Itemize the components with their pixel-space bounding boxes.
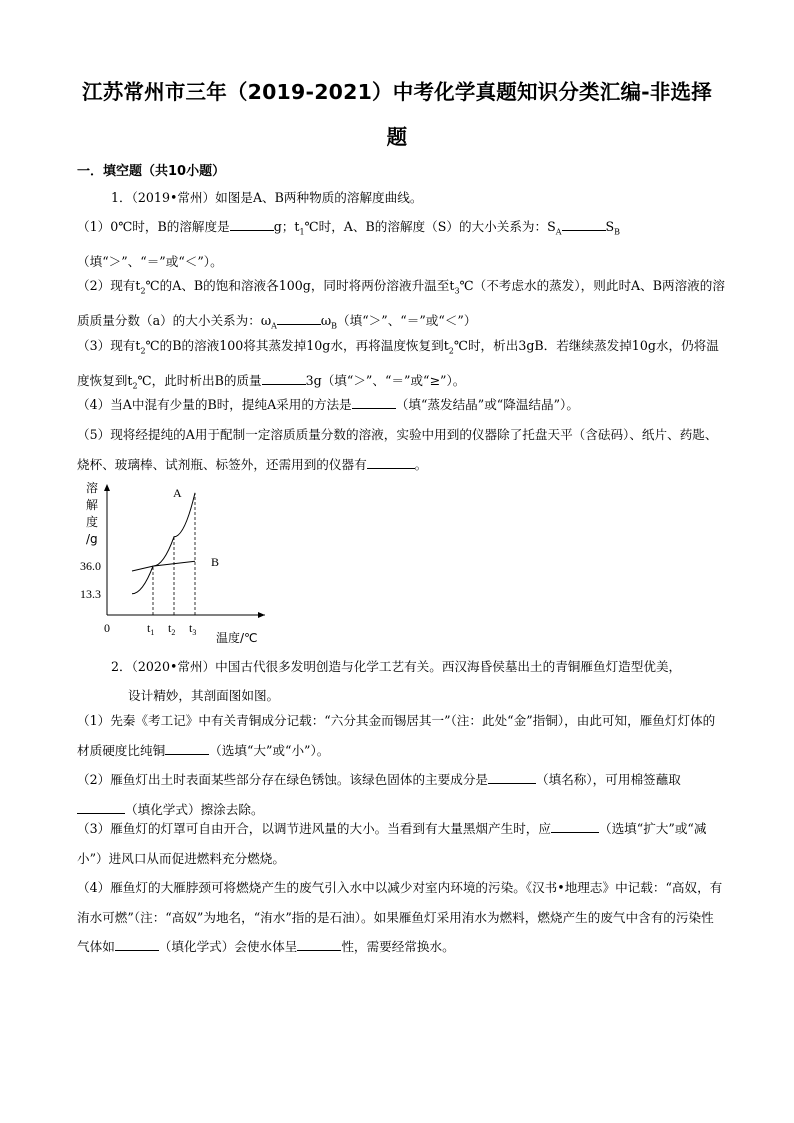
y-tick-label: 36.0	[80, 559, 101, 574]
y-tick-label: 13.3	[80, 586, 101, 601]
origin-label: 0	[104, 621, 110, 635]
y-axis-label: 度	[86, 515, 99, 529]
series-label-A: A	[173, 485, 182, 500]
answer-blank[interactable]	[115, 938, 159, 951]
x-tick-label: $t_1$	[147, 621, 155, 637]
q2-stem-line1: 2．（2020•常州）中国古代很多发明创造与化学工艺有关。西汉海昏侯墓出土的青铜雁鱼灯造型优美，	[111, 659, 682, 674]
series-line-B	[132, 561, 195, 571]
x-axis-label: 温度/℃	[216, 631, 258, 643]
solubility-chart	[80, 478, 280, 643]
q1-part1: （1）0℃时，B的溶解度是 g；$t_1℃$时，A、B的溶解度（S）的大小关系为：$S_A$ $S_B$（填“＞”、“＝”或“＜”）。	[77, 219, 621, 270]
q2-part1: （1）先秦《考工记》中有关青铜成分记载：“六分其金而锡居其一”（注：此处“金”指铜），由此可知，雁鱼灯灯体的材质硬度比纯铜 （选填“大”或“小”）。	[77, 713, 716, 758]
answer-blank[interactable]	[77, 801, 125, 814]
q1-part5: （5）现将经提纯的A用于配制一定溶质质量分数的溶液，实验中用到的仪器除了托盘天平（含砝码）、纸片、药匙、烧杯、玻璃棒、试剂瓶、标签外，还需用到的仪器有 。	[77, 427, 718, 472]
document-title	[60, 70, 734, 160]
answer-blank[interactable]	[562, 218, 606, 231]
q1-stem: 1．（2019•常州）如图是A、B两种物质的溶解度曲线。	[111, 190, 423, 205]
x-tick-label: $t_2$	[168, 621, 176, 637]
answer-blank[interactable]	[488, 771, 536, 784]
y-axis-label: 溶	[86, 481, 99, 495]
y-axis-arrow	[104, 484, 110, 491]
series-label-B: B	[211, 555, 220, 570]
q2-part2: （2）雁鱼灯出土时表面某些部分存在绿色锈蚀。该绿色固体的主要成分是 （填名称），可用棉签蘸取（填化学式）擦涂去除。	[77, 772, 681, 817]
x-tick-label: $t_3$	[189, 621, 197, 637]
answer-blank[interactable]	[165, 742, 209, 755]
answer-blank[interactable]	[262, 372, 306, 385]
answer-blank[interactable]	[352, 396, 396, 409]
answer-blank[interactable]	[367, 456, 415, 469]
q2-part4: （4）雁鱼灯的大雁脖颈可将燃烧产生的废气引入水中以减少对室内环境的污染。《汉书•地理志》中记载：“高奴，有洧水可燃”（注：“高奴”为地名，“洧水”指的是石油）。如果雁鱼灯采用洧水为燃料，燃烧产生的废气中含有的污染性气体如 （填化学式）会使水体呈 性，需要经常换水。	[77, 880, 723, 954]
q1-part4: （4）当A中混有少量的B时，提纯A采用的方法是 （填“蒸发结晶”或“降温结晶”）。	[77, 397, 579, 412]
answer-blank[interactable]	[277, 312, 321, 325]
q2-stem-line2: 设计精妙，其剖面图如图。	[128, 688, 280, 703]
section-heading: 一．填空题（共10小题）	[77, 164, 226, 179]
title-line-2: 题	[386, 125, 408, 149]
answer-blank[interactable]	[297, 938, 341, 951]
q2-part3: （3）雁鱼灯的灯罩可自由开合，以调节进风量的大小。当看到有大量黑烟产生时，应 （选填“扩大”或“减小”）进风口从而促进燃料充分燃烧。	[77, 821, 707, 866]
title-line-1: 江苏常州市三年（2019-2021）中考化学真题知识分类汇编-非选择	[82, 80, 712, 104]
answer-blank[interactable]	[551, 820, 599, 833]
x-axis-arrow	[258, 612, 265, 618]
y-axis-label: /g	[86, 532, 98, 546]
series-line-A	[132, 493, 195, 594]
answer-blank[interactable]	[230, 218, 274, 231]
y-axis-label: 解	[86, 498, 99, 512]
q1-part2: （2）现有$t_2℃$的A、B的饱和溶液各100g，同时将两份溶液升温至$t_3℃$（不考虑水的蒸发），则此时A、B两溶液的溶质质量分数（a）的大小关系为：$\omega_A$ $\omega_B$（填“＞”、“＝”或“＜”）	[77, 278, 725, 331]
q1-part3: （3）现有$t_2℃$的B的溶液100将其蒸发掉10g水，再将温度恢复到$t_2℃$时，析出3gB．若继续蒸发掉10g水，仍将温度恢复到$t_2℃$，此时析出B的质量 3g（填“＞”、“＝”或“≥”）。	[77, 338, 719, 391]
